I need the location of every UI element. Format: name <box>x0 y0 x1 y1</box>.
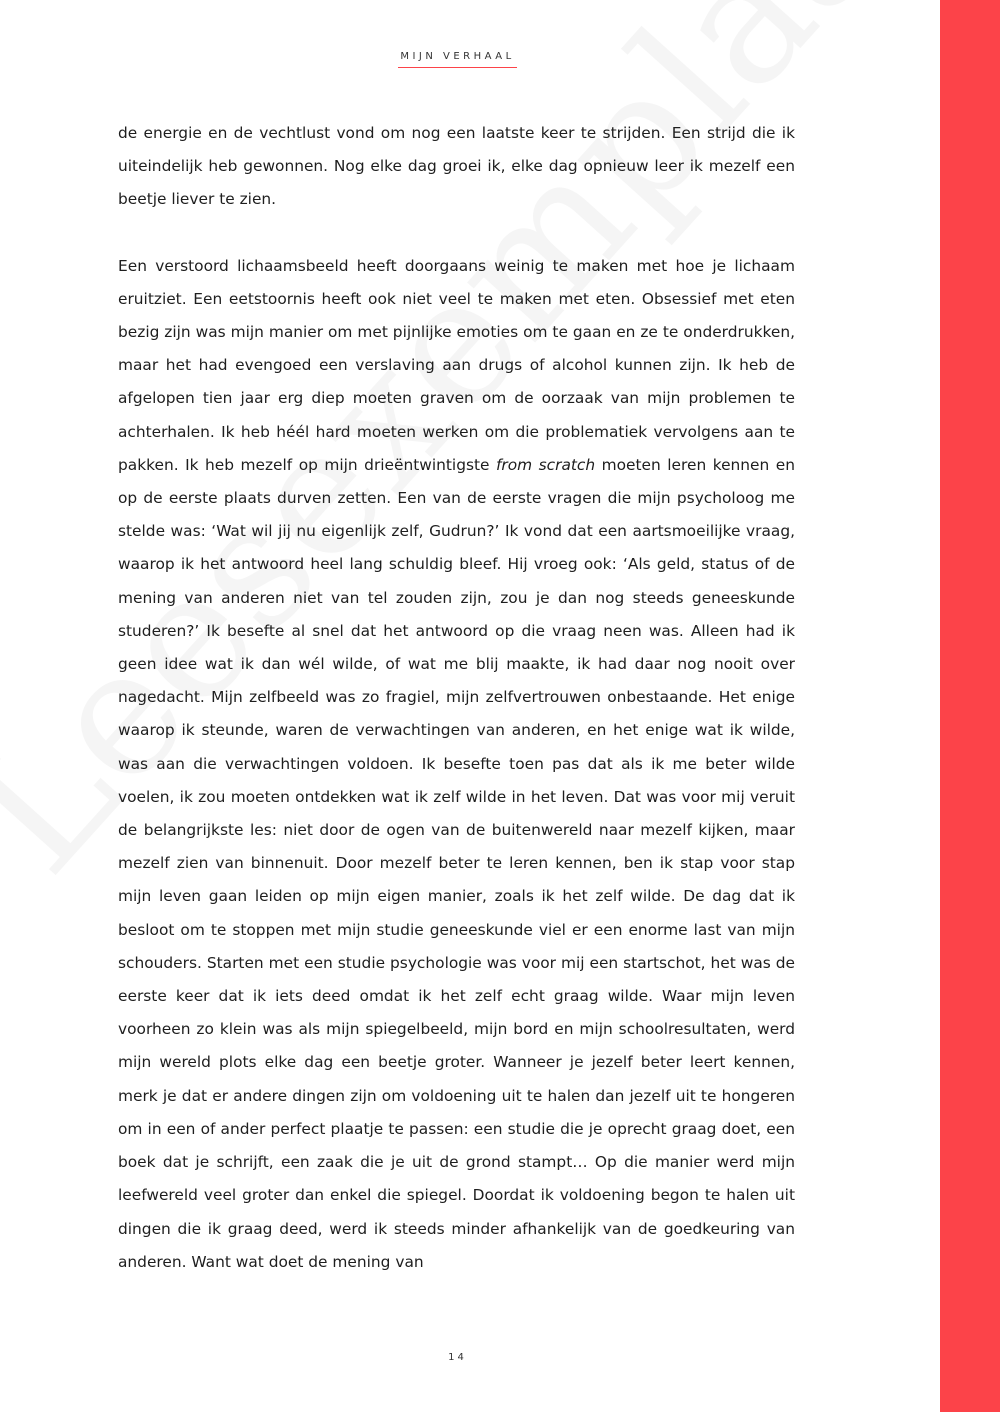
paragraph-2 <box>118 250 795 1279</box>
running-header <box>0 44 915 68</box>
body-text <box>118 117 795 1279</box>
paragraph-2-part-2: moeten leren kennen en op de eerste plaats durven zetten. Een van de eerste vragen die mijn psycholoog me stelde was: ‘Wat wil jij nu eigenlijk zelf, Gudrun?’ Ik vond dat een aartsmoeilijke vraag, waarop ik het antwoord heel lang schuldig bleef. Hij vroeg ook: ‘Als geld, status of de mening van anderen niet van tel zouden zijn, zou je dan nog steeds geneeskunde studeren?’ Ik besefte al snel dat het antwoord op die vraag neen was. Alleen had ik geen idee wat ik dan wél wilde, of wat me blij maakte, ik had daar nog nooit over nagedacht. Mijn zelfbeeld was zo fragiel, mijn zelfvertrouwen onbestaande. Het enige waarop ik steunde, waren de verwachtingen van anderen, en het enige wat ik wilde, was aan die verwachtingen voldoen. Ik besefte toen pas dat als ik me beter wilde voelen, ik zou moeten ontdekken wat ik zelf wilde in het leven. Dat was voor mij veruit de belangrijkste les: niet door de ogen van de buitenwereld naar mezelf kijken, maar mezelf zien van binnenuit. Door mezelf beter te leren kennen, ben ik stap voor stap mijn leven gaan leiden op mijn eigen manier, zoals ik het zelf wilde. De dag dat ik besloot om te stoppen met mijn studie geneeskunde viel er een enorme last van mijn schouders. Starten met een studie psychologie was voor mij een startschot, het was de eerste keer dat ik iets deed omdat ik het zelf echt graag wilde. Waar mijn leven voorheen zo klein was als mijn spiegelbeeld, mijn bord en mijn schoolresultaten, werd mijn wereld plots elke dag een beetje groter. Wanneer je jezelf beter leert kennen, merk je dat er andere dingen zijn om voldoening uit te halen dan jezelf uit te hongeren om in een of ander perfect plaatje te passen: een studie die je oprecht graag doet, een boek dat je schrijft, een zaak die je uit de grond stampt… Op die manier werd mijn leefwereld veel groter dan enkel die spiegel. Doordat ik voldoening begon te halen uit dingen die ik graag deed, werd ik steeds minder afhankelijk van de goedkeuring van anderen. Want wat doet de mening van <box>118 455 795 1271</box>
header-title: MIJN VERHAAL <box>398 51 516 68</box>
page-number: 14 <box>448 1352 467 1363</box>
red-sidebar <box>940 0 1000 1412</box>
paragraph-1: de energie en de vechtlust vond om nog een laatste keer te strijden. Een strijd die ik uiteindelijk heb gewonnen. Nog elke dag groei ik, elke dag opnieuw leer ik mezelf een beetje liever te zien. <box>118 124 795 209</box>
italic-phrase: from scratch <box>496 455 596 474</box>
paragraph-2-part-1: Een verstoord lichaamsbeeld heeft doorgaans weinig te maken met hoe je lichaam eruitziet. Een eetstoornis heeft ook niet veel te maken met eten. Obsessief met eten bezig zijn was mijn manier om met pijnlijke emoties om te gaan en ze te onderdrukken, maar het had evengoed een verslaving aan drugs of alcohol kunnen zijn. Ik heb de afgelopen tien jaar erg diep moeten graven om de oorzaak van mijn problemen te achterhalen. Ik heb héél hard moeten werken om die problematiek vervolgens aan te pakken. Ik heb mezelf op mijn drieëntwintigste <box>118 256 795 474</box>
